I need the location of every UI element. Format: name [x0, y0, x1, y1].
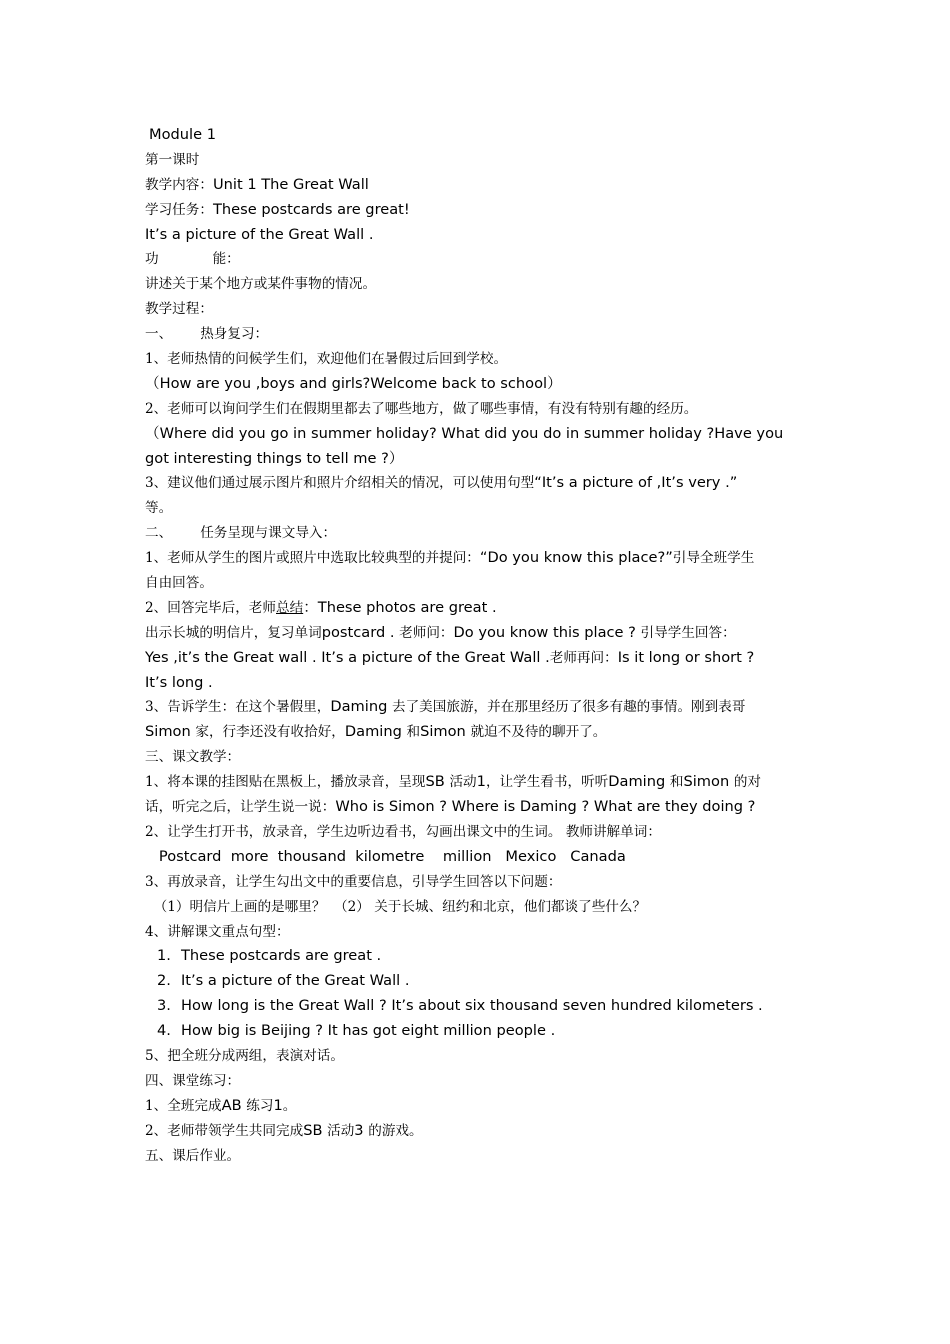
step-4-1: [145, 1094, 815, 1119]
teacher-question: Do you know this place ?: [453, 623, 641, 641]
vocabulary-list: [145, 845, 815, 870]
teaching-process-heading: [145, 297, 815, 322]
section-5-heading: [145, 1144, 815, 1169]
teacher-asks-again-label: 老师再问：: [549, 649, 618, 666]
step-4-2-end: 的游戏。: [368, 1122, 423, 1139]
key-sentence-1-text: These postcards are great .: [181, 947, 382, 965]
learning-task-line-2: [145, 223, 815, 248]
step-2-1-cont: [145, 571, 815, 596]
step-2-2-answer-2: [145, 671, 815, 696]
step-2-1-question: “Do you know this place?”: [479, 549, 673, 567]
module-title-text: Module 1: [149, 126, 216, 143]
guide-answer-label: 引导学生回答：: [640, 624, 736, 641]
key-sentence-3-number: 3.: [157, 997, 171, 1015]
step-3-3-text: 3、再放录音，让学生勾出文中的重要信息，引导学生回答以下问题：: [145, 873, 562, 890]
step-4-2: [145, 1119, 815, 1144]
exercise-word: 练习: [246, 1097, 274, 1114]
step-2-1-text: 1、老师从学生的图片或照片中选取比较典型的并提问：: [145, 550, 480, 567]
sb-label-2: SB: [303, 1121, 328, 1139]
step-3-1-text: 1、将本课的挂图贴在黑板上，播放录音，呈现: [145, 774, 426, 791]
step-2-3-detail: 家，行李还没有收拾好，: [195, 724, 345, 741]
exercise-number: 1: [273, 1096, 283, 1114]
sb-label: SB: [425, 773, 450, 791]
key-sentence-3-text: How long is the Great Wall ? It’s about six thousand seven hundred kilometers .: [181, 997, 763, 1015]
step-1-3-pattern: “It’s a picture of ,It’s very .”: [534, 474, 738, 492]
step-2-1-cont-text: 自由回答。: [145, 575, 213, 592]
and-word-2: 和: [669, 774, 684, 791]
step-2-2-text: 2、回答完毕后，老师: [145, 599, 276, 616]
daming-name-2: Daming: [344, 723, 407, 741]
postcard-word: postcard .: [321, 623, 400, 641]
section-3-title: 三、课文教学：: [145, 749, 241, 766]
key-sentence-1: [145, 944, 815, 969]
step-2-2: [145, 596, 815, 621]
step-3-3: [145, 870, 815, 895]
activity-word: 活动: [449, 774, 477, 791]
step-2-3-cont: [145, 720, 815, 745]
key-sentence-4-number: 4.: [157, 1022, 171, 1040]
step-1-2-example-cont: [145, 447, 815, 472]
key-sentence-3: [145, 994, 815, 1019]
lesson-plan-body: [145, 123, 815, 1168]
learning-task-sentence: It’s a picture of the Great Wall .: [145, 225, 374, 243]
step-1-3-text: 3、建议他们通过展示图片和照片介绍相关的情况，可以使用句型: [145, 475, 535, 492]
key-sentence-2: [145, 969, 815, 994]
section-2-heading: [145, 521, 815, 546]
step-1-1: [145, 347, 815, 372]
activity-word-2: 活动: [327, 1122, 355, 1139]
step-3-2: [145, 820, 815, 845]
step-1-2-example-cont-text: got interesting things to tell me ?）: [145, 449, 404, 467]
step-1-2-example: [145, 422, 815, 447]
step-4-1-text: 1、全班完成: [145, 1097, 222, 1114]
function-description-text: 讲述关于某个地方或某件事物的情况。: [145, 276, 377, 293]
teaching-process-text: 教学过程：: [145, 301, 213, 318]
step-2-2-underlined-word: 总结: [276, 599, 304, 616]
step-3-1-text-end: 的对: [733, 774, 762, 791]
step-4-1-end: 。: [282, 1097, 297, 1114]
section-3-heading: [145, 745, 815, 770]
step-3-1-cont: [145, 795, 815, 820]
section-4-title: 四、课堂练习：: [145, 1072, 241, 1089]
step-1-3: [145, 471, 815, 496]
step-1-3-cont-text: 等。: [145, 500, 173, 517]
step-2-2-postcard: [145, 621, 815, 646]
function-heading: [145, 247, 815, 272]
ab-label: AB: [221, 1096, 247, 1114]
key-sentence-1-number: 1.: [157, 947, 171, 965]
learning-task-label: 学习任务：: [145, 201, 213, 218]
step-2-3-text-cont: 去了美国旅游，并在那里经历了很多有趣的事情。刚到表哥: [391, 699, 746, 716]
module-title: [145, 123, 815, 148]
key-sentence-4-text: How big is Beijing ? It has got eight million people .: [181, 1022, 556, 1040]
section-1-title: 热身复习：: [200, 326, 269, 343]
teacher-asks-label: 老师问：: [399, 624, 454, 641]
key-sentence-2-text: It’s a picture of the Great Wall .: [181, 972, 410, 990]
step-2-3-text: 3、告诉学生：在这个暑假里，: [145, 699, 331, 716]
simon-name-3: Simon: [683, 773, 734, 791]
function-label-part-1: 功: [145, 251, 159, 268]
step-1-2-text: 2、老师可以询问学生们在假期里都去了哪些地方，做了哪些事情，有没有特别有趣的经历。: [145, 400, 698, 417]
teaching-content-value: Unit 1 The Great Wall: [212, 175, 369, 193]
step-2-2-sentence: ：These photos are great .: [303, 598, 497, 616]
section-2-title: 任务呈现与课文导入：: [200, 525, 337, 542]
step-3-1-cont-text: 话，听完之后，让学生说一说：: [145, 799, 336, 816]
teacher-second-question: Is it long or short ?: [617, 648, 755, 666]
learning-task: [145, 198, 815, 223]
teaching-content: [145, 173, 815, 198]
learning-task-value: These postcards are great!: [212, 200, 410, 218]
step-3-1-questions: Who is Simon ? Where is Daming ? What are they doing ?: [335, 798, 756, 816]
section-1-heading: [145, 322, 815, 347]
function-description: [145, 272, 815, 297]
postcard-intro: 出示长城的明信片，复习单词: [145, 624, 322, 641]
step-2-1-text-end: 引导全班学生: [672, 550, 755, 567]
step-1-3-cont: [145, 496, 815, 521]
step-1-1-text: 1、老师热情的问候学生们，欢迎他们在暑假过后回到学校。: [145, 351, 508, 368]
daming-name-3: Daming: [608, 773, 670, 791]
student-second-answer: It’s long .: [145, 673, 213, 691]
step-3-3-questions: [145, 895, 815, 920]
step-3-1: [145, 770, 815, 795]
step-3-2-text: 2、让学生打开书，放录音，学生边听边看书，勾画出课文中的生词。 教师讲解单词：: [145, 823, 661, 840]
activity-number: 1: [476, 773, 486, 791]
step-2-3: [145, 695, 815, 720]
step-1-2-example-text: （Where did you go in summer holiday? What did you do in summer holiday ?Have you: [145, 424, 784, 442]
step-2-2-answer: [145, 646, 815, 671]
vocabulary-words: Postcard more thousand kilometre million Mexico Canada: [145, 847, 626, 865]
simon-name-2: Simon: [420, 723, 471, 741]
section-2-number: 二、: [145, 525, 173, 542]
student-answer: Yes ,it’s the Great wall . It’s a picture of the Great Wall .: [145, 648, 550, 666]
and-word: 和: [406, 724, 421, 741]
lesson-period-text: 第一课时: [145, 151, 200, 168]
step-1-1-example: [145, 372, 815, 397]
step-2-1: [145, 546, 815, 571]
key-sentence-2-number: 2.: [157, 972, 171, 990]
step-3-5: [145, 1044, 815, 1069]
teaching-content-label: 教学内容：: [145, 176, 213, 193]
key-sentence-4: [145, 1019, 815, 1044]
activity-number-2: 3: [354, 1121, 369, 1139]
section-5-title: 五、课后作业。: [145, 1147, 241, 1164]
step-3-1-text-cont: ，让学生看书，听听: [485, 774, 609, 791]
lesson-period: [145, 148, 815, 173]
step-1-2: [145, 397, 815, 422]
daming-name: Daming: [330, 698, 392, 716]
step-1-1-example-text: （How are you ,boys and girls?Welcome back to school）: [145, 374, 562, 392]
step-3-5-text: 5、把全班分成两组，表演对话。: [145, 1047, 344, 1064]
step-3-3-questions-text: （1）明信片上画的是哪里？ （2） 关于长城、纽约和北京，他们都谈了些什么？: [145, 898, 647, 915]
step-2-3-end: 就迫不及待的聊开了。: [470, 724, 607, 741]
step-3-4-text: 4、讲解课文重点句型：: [145, 923, 290, 940]
step-4-2-text: 2、老师带领学生共同完成: [145, 1122, 304, 1139]
function-label-part-2: 能：: [212, 251, 240, 268]
step-3-4: [145, 920, 815, 945]
section-4-heading: [145, 1069, 815, 1094]
section-1-number: 一、: [145, 326, 173, 343]
simon-name: Simon: [145, 723, 196, 741]
